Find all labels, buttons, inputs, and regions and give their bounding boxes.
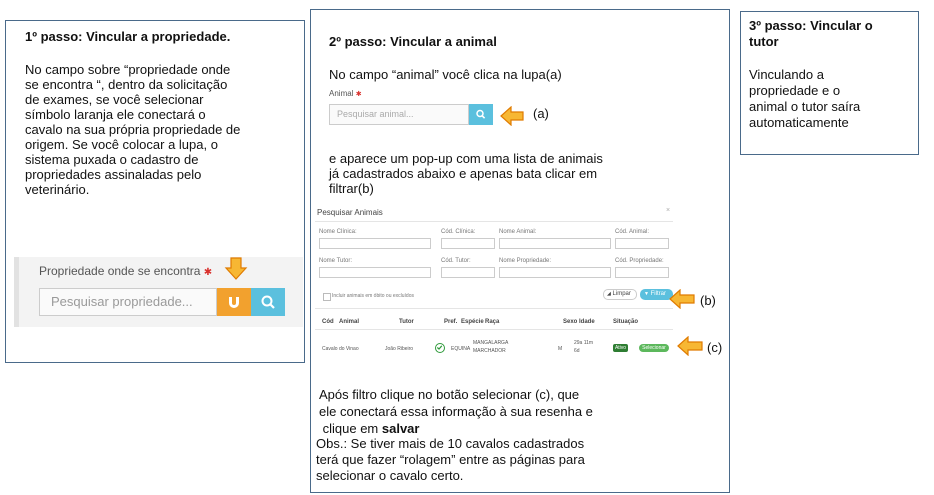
filter-label: Nome Propriedade: — [499, 258, 552, 264]
table-row[interactable] — [315, 337, 673, 363]
cell-sexo: M — [558, 346, 563, 352]
filter-label: Nome Clínica: — [319, 229, 357, 235]
include-deceased-checkbox[interactable] — [323, 293, 331, 301]
search-animals-popup — [315, 205, 673, 370]
step3-line: automaticamente — [749, 115, 849, 130]
arrow-left-icon — [677, 336, 703, 356]
clinic-code-input[interactable] — [441, 238, 495, 249]
column-header: Espécie — [461, 319, 484, 325]
check-circle-icon — [435, 343, 445, 353]
arrow-left-icon — [669, 289, 695, 309]
property-field-screenshot — [14, 257, 303, 327]
step3-title-line: tutor — [749, 34, 779, 49]
step1-description — [25, 62, 240, 197]
table-divider — [315, 329, 673, 330]
filter-label: Cód. Clínica: — [441, 229, 476, 235]
property-search-button[interactable] — [251, 288, 285, 316]
step1-line: de exames, se você selecionar — [25, 92, 204, 107]
step2-intro: No campo “animal” você clica na lupa(a) — [329, 67, 562, 82]
popup-title: Pesquisar Animais — [317, 208, 383, 217]
column-header: Pref. — [444, 319, 458, 325]
step3-title-line: 3º passo: Vincular o — [749, 18, 873, 33]
step1-line: sistema puxada o cadastro de — [25, 152, 199, 167]
column-header: Tutor — [399, 319, 414, 325]
animal-label-text: Animal — [329, 89, 354, 98]
filter-button-label: Filtrar — [650, 291, 666, 297]
step2-popup-description — [329, 151, 603, 196]
description-line: e aparece um pop-up com uma lista de animais — [329, 151, 603, 166]
clear-button-label: Limpar — [612, 291, 631, 297]
clear-button[interactable] — [603, 289, 637, 300]
filter-label: Cód. Tutor: — [441, 258, 471, 264]
marker-a: (a) — [533, 106, 549, 121]
column-header: Situação — [613, 319, 639, 325]
save-line — [319, 420, 593, 437]
step2-obs-text — [316, 436, 585, 484]
step1-line: se encontra “, dentro da solicitação — [25, 77, 228, 92]
after-line: ele conectará essa informação à sua resenha e — [319, 404, 593, 419]
column-header: Cód — [322, 319, 334, 325]
cell-raca: MARCHADOR — [473, 348, 506, 354]
animal-search-input[interactable]: Pesquisar animal... — [329, 104, 469, 125]
step1-line: cavalo na sua própria propriedade de — [25, 122, 241, 137]
cell-especie: EQUINA — [451, 346, 471, 352]
step3-panel — [740, 11, 919, 155]
magnet-icon — [217, 288, 251, 316]
property-search-input[interactable]: Pesquisar propriedade... — [39, 288, 217, 316]
marker-b: (b) — [700, 293, 716, 308]
eraser-icon: ◢ — [607, 291, 611, 297]
tutor-name-input[interactable] — [319, 267, 431, 278]
step1-line: No campo sobre “propriedade onde — [25, 62, 231, 77]
cell-tutor: João Ribeiro — [385, 346, 414, 352]
property-label-text: Propriedade onde se encontra — [39, 264, 201, 278]
search-icon — [469, 104, 493, 125]
marker-c: (c) — [707, 340, 723, 355]
step1-line: símbolo laranja ele conectará o — [25, 107, 206, 122]
cell-raca: MANGALARGA — [473, 340, 509, 346]
step1-panel — [5, 20, 305, 363]
filter-label: Nome Animal: — [499, 229, 537, 235]
required-mark: ✱ — [355, 91, 362, 98]
step1-line: origem. Se você colocar a lupa, o — [25, 137, 218, 152]
popup-divider — [315, 221, 673, 222]
clinic-name-input[interactable] — [319, 238, 431, 249]
column-header: Animal — [339, 319, 360, 325]
description-line: filtrar(b) — [329, 181, 374, 196]
after-line: Após filtro clique no botão selecionar (c), que — [319, 387, 580, 402]
save-word: salvar — [381, 421, 420, 436]
step3-line: Vinculando a — [749, 67, 824, 82]
filter-icon: ▼ — [644, 291, 649, 297]
animal-search-button[interactable] — [469, 104, 493, 125]
filter-label: Cód. Animal: — [615, 229, 650, 235]
cell-animal: Cavalo do Vinao — [322, 346, 359, 352]
save-prefix: clique em — [319, 421, 382, 436]
property-orange-button[interactable] — [217, 288, 251, 316]
step3-line: propriedade e o — [749, 83, 841, 98]
cell-idade: 6d — [574, 348, 580, 354]
animal-name-input[interactable] — [499, 238, 611, 249]
step1-line: veterinário. — [25, 182, 90, 197]
step3-line: animal o tutor saíra — [749, 99, 861, 114]
include-deceased-label: Incluir animais em óbito ou excluídos — [332, 293, 414, 299]
step2-after-text — [319, 386, 593, 437]
step2-panel — [310, 9, 730, 493]
step3-description — [749, 67, 860, 131]
filter-label: Cód. Propriedade: — [615, 258, 664, 264]
cell-idade: 29a 11m — [574, 340, 594, 346]
step1-line: propriedades assinaladas pelo — [25, 167, 202, 182]
select-button[interactable]: Selecionar — [639, 344, 669, 352]
search-icon — [251, 288, 285, 316]
obs-line: Obs.: Se tiver mais de 10 cavalos cadastrados — [316, 436, 585, 451]
required-mark: ✱ — [203, 267, 213, 278]
obs-line: selecionar o cavalo certo. — [316, 468, 464, 483]
column-header: Raça — [485, 319, 500, 325]
popup-divider — [315, 308, 673, 309]
step1-title: 1º passo: Vincular a propriedade. — [25, 29, 231, 44]
property-code-input[interactable] — [615, 267, 669, 278]
property-name-input[interactable] — [499, 267, 611, 278]
animal-field-label — [329, 89, 362, 98]
description-line: já cadastrados abaixo e apenas bata clicar em — [329, 166, 598, 181]
column-header: Idade — [579, 319, 595, 325]
animal-code-input[interactable] — [615, 238, 669, 249]
obs-line: terá que fazer “rolagem” entre as páginas para — [316, 452, 585, 467]
arrow-left-icon — [500, 106, 524, 126]
step2-title: 2º passo: Vincular a animal — [329, 34, 497, 49]
status-badge: Ativo — [614, 345, 627, 351]
step3-title — [749, 18, 873, 50]
property-field-label — [39, 264, 212, 278]
popup-close-button[interactable]: × — [666, 207, 671, 214]
arrow-down-icon — [224, 257, 248, 281]
column-header: Sexo — [563, 319, 578, 325]
tutor-code-input[interactable] — [441, 267, 495, 278]
filter-label: Nome Tutor: — [319, 258, 353, 264]
